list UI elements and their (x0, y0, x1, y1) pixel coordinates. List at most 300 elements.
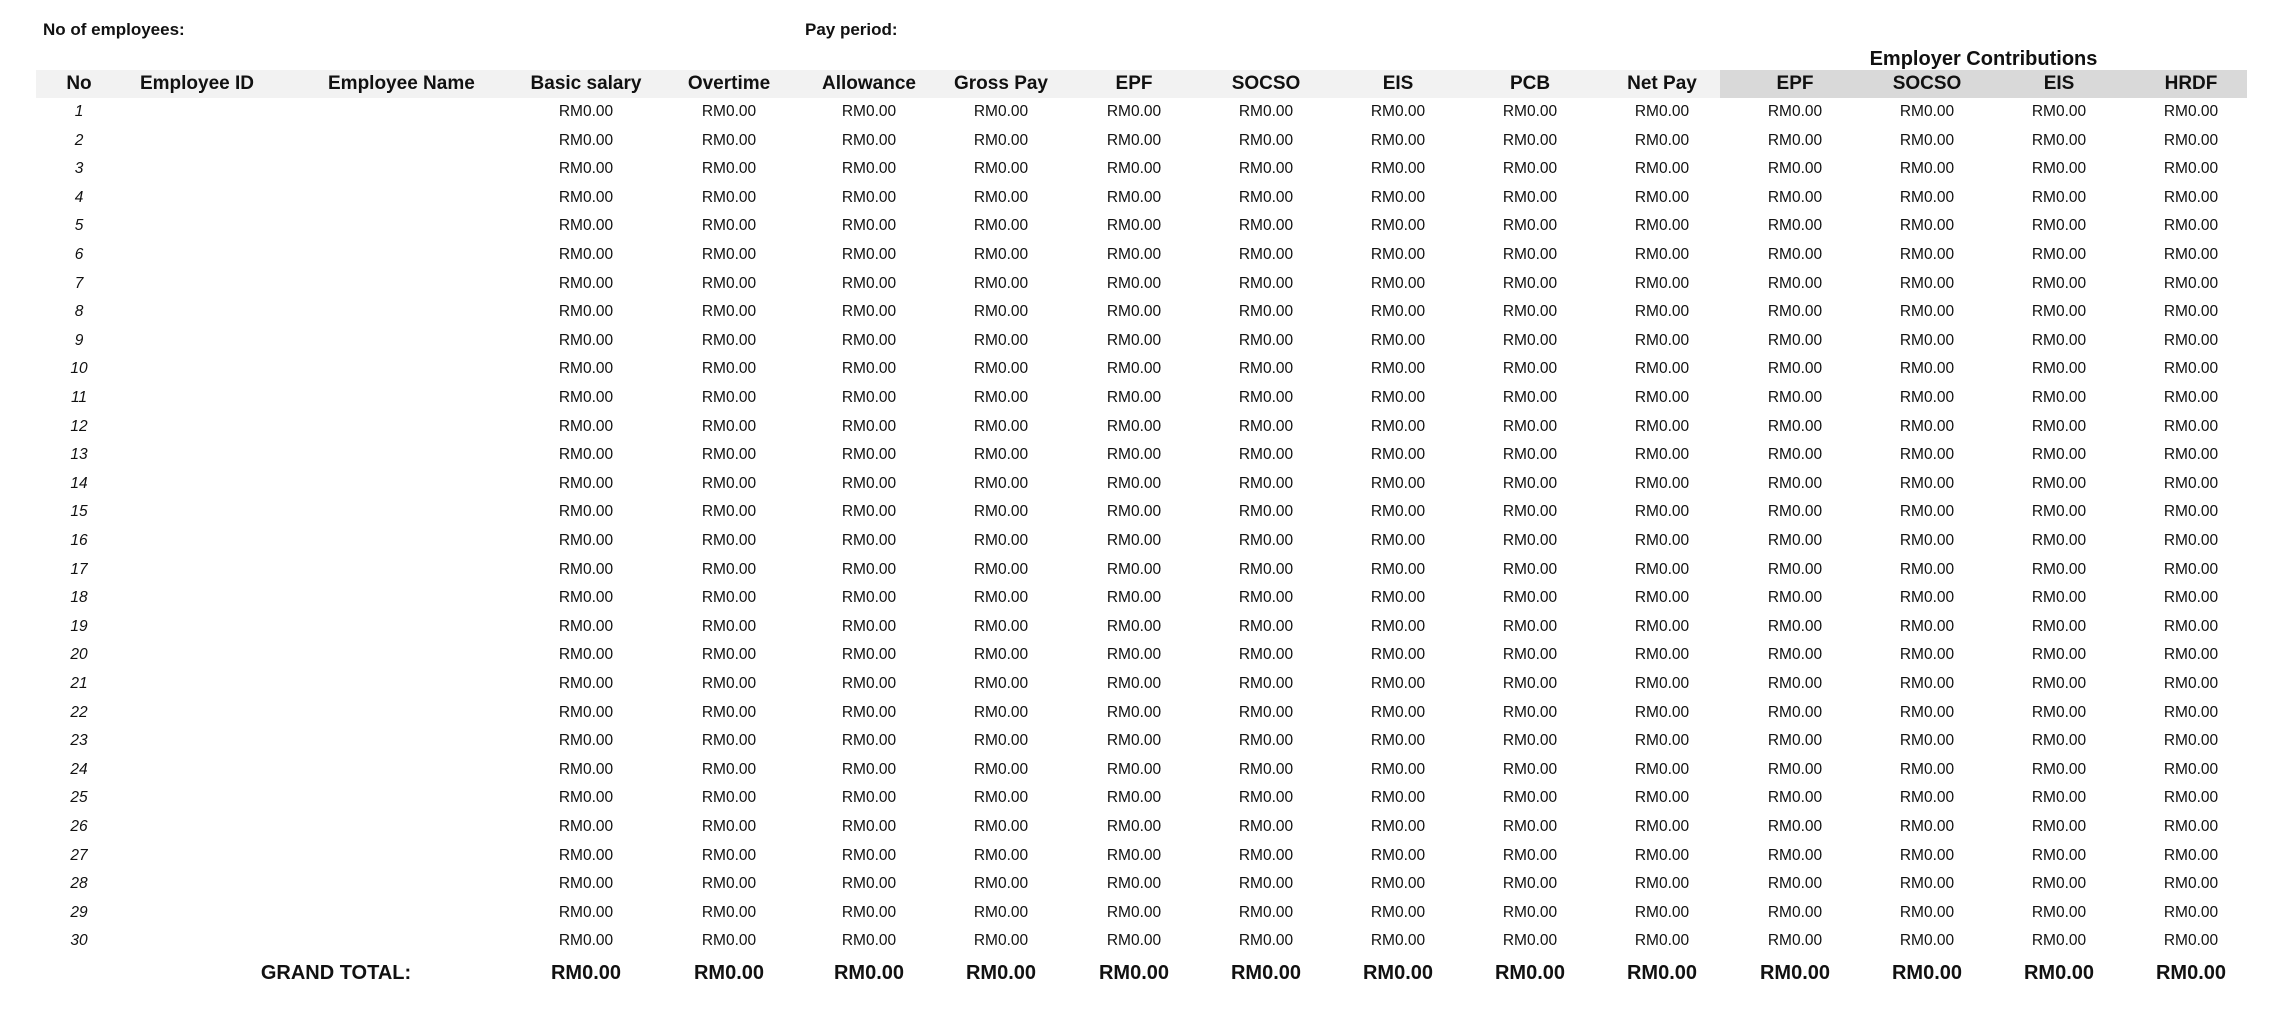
cell-eis[interactable]: RM0.00 (1370, 474, 1426, 492)
cell-er-socso[interactable]: RM0.00 (1899, 846, 1955, 864)
cell-er-socso[interactable]: RM0.00 (1899, 589, 1955, 607)
cell-epf[interactable]: RM0.00 (1106, 932, 1162, 950)
cell-gross-pay[interactable]: RM0.00 (973, 360, 1029, 378)
cell-er-hrdf[interactable]: RM0.00 (2163, 532, 2219, 549)
cell-allowance[interactable]: RM0.00 (841, 932, 897, 950)
cell-overtime[interactable]: RM0.00 (701, 560, 757, 578)
cell-er-socso[interactable]: RM0.00 (1899, 932, 1955, 950)
cell-overtime[interactable]: RM0.00 (701, 217, 757, 235)
cell-epf[interactable]: RM0.00 (1106, 675, 1162, 692)
cell-allowance[interactable]: RM0.00 (841, 303, 897, 321)
cell-basic-salary[interactable]: RM0.00 (558, 417, 614, 435)
cell-employee-id[interactable] (132, 927, 262, 955)
cell-epf[interactable]: RM0.00 (1106, 103, 1162, 120)
cell-er-epf[interactable]: RM0.00 (1767, 246, 1823, 263)
cell-gross-pay[interactable]: RM0.00 (973, 846, 1029, 864)
cell-socso[interactable]: RM0.00 (1238, 589, 1294, 607)
cell-employee-name[interactable] (328, 241, 458, 269)
cell-epf[interactable]: RM0.00 (1106, 360, 1162, 378)
cell-er-epf[interactable]: RM0.00 (1767, 617, 1823, 635)
cell-er-epf[interactable]: RM0.00 (1767, 303, 1823, 321)
cell-net-pay[interactable]: RM0.00 (1634, 589, 1690, 607)
cell-basic-salary[interactable]: RM0.00 (558, 703, 614, 721)
cell-er-hrdf[interactable]: RM0.00 (2163, 246, 2219, 263)
cell-er-eis[interactable]: RM0.00 (2031, 617, 2087, 635)
cell-net-pay[interactable]: RM0.00 (1634, 503, 1690, 521)
cell-pcb[interactable]: RM0.00 (1502, 131, 1558, 149)
cell-employee-name[interactable] (328, 355, 458, 383)
cell-net-pay[interactable]: RM0.00 (1634, 675, 1690, 692)
cell-er-socso[interactable]: RM0.00 (1899, 646, 1955, 664)
cell-employee-name[interactable] (328, 870, 458, 898)
cell-employee-name[interactable] (328, 670, 458, 698)
cell-employee-id[interactable] (132, 842, 262, 870)
cell-er-eis[interactable]: RM0.00 (2031, 217, 2087, 235)
cell-employee-id[interactable] (132, 699, 262, 727)
cell-basic-salary[interactable]: RM0.00 (558, 818, 614, 835)
cell-overtime[interactable]: RM0.00 (701, 389, 757, 406)
cell-employee-id[interactable] (132, 98, 262, 126)
cell-er-socso[interactable]: RM0.00 (1899, 818, 1955, 835)
cell-overtime[interactable]: RM0.00 (701, 818, 757, 835)
cell-eis[interactable]: RM0.00 (1370, 217, 1426, 235)
cell-er-hrdf[interactable]: RM0.00 (2163, 188, 2219, 206)
cell-socso[interactable]: RM0.00 (1238, 417, 1294, 435)
cell-eis[interactable]: RM0.00 (1370, 617, 1426, 635)
cell-er-socso[interactable]: RM0.00 (1899, 474, 1955, 492)
cell-gross-pay[interactable]: RM0.00 (973, 131, 1029, 149)
cell-er-hrdf[interactable]: RM0.00 (2163, 789, 2219, 807)
cell-epf[interactable]: RM0.00 (1106, 217, 1162, 235)
cell-employee-id[interactable] (132, 756, 262, 784)
cell-net-pay[interactable]: RM0.00 (1634, 560, 1690, 578)
cell-net-pay[interactable]: RM0.00 (1634, 903, 1690, 921)
cell-pcb[interactable]: RM0.00 (1502, 331, 1558, 349)
cell-employee-name[interactable] (328, 327, 458, 355)
cell-allowance[interactable]: RM0.00 (841, 417, 897, 435)
cell-er-eis[interactable]: RM0.00 (2031, 589, 2087, 607)
cell-er-hrdf[interactable]: RM0.00 (2163, 503, 2219, 521)
cell-eis[interactable]: RM0.00 (1370, 417, 1426, 435)
cell-gross-pay[interactable]: RM0.00 (973, 589, 1029, 607)
cell-overtime[interactable]: RM0.00 (701, 503, 757, 521)
cell-eis[interactable]: RM0.00 (1370, 131, 1426, 149)
cell-epf[interactable]: RM0.00 (1106, 474, 1162, 492)
cell-er-socso[interactable]: RM0.00 (1899, 560, 1955, 578)
cell-employee-id[interactable] (132, 127, 262, 155)
cell-socso[interactable]: RM0.00 (1238, 474, 1294, 492)
cell-allowance[interactable]: RM0.00 (841, 760, 897, 778)
cell-er-hrdf[interactable]: RM0.00 (2163, 446, 2219, 464)
cell-er-hrdf[interactable]: RM0.00 (2163, 417, 2219, 435)
cell-allowance[interactable]: RM0.00 (841, 732, 897, 750)
cell-basic-salary[interactable]: RM0.00 (558, 903, 614, 921)
cell-er-hrdf[interactable]: RM0.00 (2163, 932, 2219, 950)
cell-net-pay[interactable]: RM0.00 (1634, 246, 1690, 263)
cell-allowance[interactable]: RM0.00 (841, 217, 897, 235)
cell-overtime[interactable]: RM0.00 (701, 188, 757, 206)
cell-epf[interactable]: RM0.00 (1106, 760, 1162, 778)
cell-employee-name[interactable] (328, 727, 458, 755)
cell-socso[interactable]: RM0.00 (1238, 331, 1294, 349)
cell-er-eis[interactable]: RM0.00 (2031, 360, 2087, 378)
cell-epf[interactable]: RM0.00 (1106, 846, 1162, 864)
cell-eis[interactable]: RM0.00 (1370, 646, 1426, 664)
cell-net-pay[interactable]: RM0.00 (1634, 875, 1690, 893)
cell-er-epf[interactable]: RM0.00 (1767, 932, 1823, 950)
cell-basic-salary[interactable]: RM0.00 (558, 932, 614, 950)
cell-overtime[interactable]: RM0.00 (701, 103, 757, 120)
cell-socso[interactable]: RM0.00 (1238, 560, 1294, 578)
cell-er-eis[interactable]: RM0.00 (2031, 789, 2087, 807)
cell-pcb[interactable]: RM0.00 (1502, 389, 1558, 406)
cell-net-pay[interactable]: RM0.00 (1634, 389, 1690, 406)
cell-allowance[interactable]: RM0.00 (841, 875, 897, 893)
cell-er-eis[interactable]: RM0.00 (2031, 846, 2087, 864)
cell-gross-pay[interactable]: RM0.00 (973, 246, 1029, 263)
cell-er-socso[interactable]: RM0.00 (1899, 160, 1955, 178)
cell-gross-pay[interactable]: RM0.00 (973, 789, 1029, 807)
cell-overtime[interactable]: RM0.00 (701, 303, 757, 321)
cell-net-pay[interactable]: RM0.00 (1634, 646, 1690, 664)
cell-overtime[interactable]: RM0.00 (701, 789, 757, 807)
cell-epf[interactable]: RM0.00 (1106, 274, 1162, 292)
cell-er-eis[interactable]: RM0.00 (2031, 560, 2087, 578)
cell-employee-name[interactable] (328, 384, 458, 412)
cell-employee-name[interactable] (328, 899, 458, 927)
cell-er-socso[interactable]: RM0.00 (1899, 360, 1955, 378)
cell-er-hrdf[interactable]: RM0.00 (2163, 331, 2219, 349)
cell-net-pay[interactable]: RM0.00 (1634, 532, 1690, 549)
cell-gross-pay[interactable]: RM0.00 (973, 903, 1029, 921)
cell-employee-id[interactable] (132, 556, 262, 584)
cell-socso[interactable]: RM0.00 (1238, 131, 1294, 149)
cell-er-eis[interactable]: RM0.00 (2031, 503, 2087, 521)
cell-eis[interactable]: RM0.00 (1370, 846, 1426, 864)
cell-net-pay[interactable]: RM0.00 (1634, 103, 1690, 120)
cell-basic-salary[interactable]: RM0.00 (558, 846, 614, 864)
cell-employee-id[interactable] (132, 727, 262, 755)
cell-er-eis[interactable]: RM0.00 (2031, 274, 2087, 292)
cell-er-epf[interactable]: RM0.00 (1767, 503, 1823, 521)
cell-overtime[interactable]: RM0.00 (701, 846, 757, 864)
cell-employee-id[interactable] (132, 870, 262, 898)
cell-pcb[interactable]: RM0.00 (1502, 617, 1558, 635)
cell-er-epf[interactable]: RM0.00 (1767, 532, 1823, 549)
cell-net-pay[interactable]: RM0.00 (1634, 331, 1690, 349)
cell-epf[interactable]: RM0.00 (1106, 188, 1162, 206)
cell-net-pay[interactable]: RM0.00 (1634, 217, 1690, 235)
cell-er-hrdf[interactable]: RM0.00 (2163, 760, 2219, 778)
cell-employee-id[interactable] (132, 441, 262, 469)
cell-er-socso[interactable]: RM0.00 (1899, 732, 1955, 750)
cell-pcb[interactable]: RM0.00 (1502, 217, 1558, 235)
cell-eis[interactable]: RM0.00 (1370, 389, 1426, 406)
cell-socso[interactable]: RM0.00 (1238, 246, 1294, 263)
cell-allowance[interactable]: RM0.00 (841, 846, 897, 864)
cell-employee-id[interactable] (132, 184, 262, 212)
cell-socso[interactable]: RM0.00 (1238, 846, 1294, 864)
cell-er-hrdf[interactable]: RM0.00 (2163, 818, 2219, 835)
cell-basic-salary[interactable]: RM0.00 (558, 875, 614, 893)
cell-employee-id[interactable] (132, 641, 262, 669)
cell-eis[interactable]: RM0.00 (1370, 188, 1426, 206)
cell-gross-pay[interactable]: RM0.00 (973, 446, 1029, 464)
cell-epf[interactable]: RM0.00 (1106, 246, 1162, 263)
cell-employee-name[interactable] (328, 413, 458, 441)
cell-employee-id[interactable] (132, 241, 262, 269)
cell-gross-pay[interactable]: RM0.00 (973, 818, 1029, 835)
cell-socso[interactable]: RM0.00 (1238, 160, 1294, 178)
cell-epf[interactable]: RM0.00 (1106, 532, 1162, 549)
cell-overtime[interactable]: RM0.00 (701, 360, 757, 378)
cell-socso[interactable]: RM0.00 (1238, 932, 1294, 950)
cell-employee-name[interactable] (328, 155, 458, 183)
cell-basic-salary[interactable]: RM0.00 (558, 274, 614, 292)
cell-er-socso[interactable]: RM0.00 (1899, 789, 1955, 807)
cell-allowance[interactable]: RM0.00 (841, 474, 897, 492)
cell-socso[interactable]: RM0.00 (1238, 703, 1294, 721)
cell-employee-id[interactable] (132, 384, 262, 412)
cell-er-epf[interactable]: RM0.00 (1767, 274, 1823, 292)
cell-er-socso[interactable]: RM0.00 (1899, 760, 1955, 778)
cell-basic-salary[interactable]: RM0.00 (558, 474, 614, 492)
cell-employee-name[interactable] (328, 498, 458, 526)
cell-socso[interactable]: RM0.00 (1238, 532, 1294, 549)
cell-er-eis[interactable]: RM0.00 (2031, 760, 2087, 778)
cell-gross-pay[interactable]: RM0.00 (973, 160, 1029, 178)
cell-allowance[interactable]: RM0.00 (841, 274, 897, 292)
cell-eis[interactable]: RM0.00 (1370, 532, 1426, 549)
cell-er-eis[interactable]: RM0.00 (2031, 103, 2087, 120)
cell-overtime[interactable]: RM0.00 (701, 589, 757, 607)
cell-epf[interactable]: RM0.00 (1106, 617, 1162, 635)
cell-er-socso[interactable]: RM0.00 (1899, 274, 1955, 292)
cell-pcb[interactable]: RM0.00 (1502, 188, 1558, 206)
cell-er-epf[interactable]: RM0.00 (1767, 560, 1823, 578)
cell-overtime[interactable]: RM0.00 (701, 474, 757, 492)
cell-overtime[interactable]: RM0.00 (701, 932, 757, 950)
cell-epf[interactable]: RM0.00 (1106, 131, 1162, 149)
cell-allowance[interactable]: RM0.00 (841, 131, 897, 149)
cell-basic-salary[interactable]: RM0.00 (558, 188, 614, 206)
cell-pcb[interactable]: RM0.00 (1502, 503, 1558, 521)
cell-allowance[interactable]: RM0.00 (841, 246, 897, 263)
cell-eis[interactable]: RM0.00 (1370, 932, 1426, 950)
cell-gross-pay[interactable]: RM0.00 (973, 703, 1029, 721)
cell-basic-salary[interactable]: RM0.00 (558, 246, 614, 263)
cell-employee-id[interactable] (132, 498, 262, 526)
cell-pcb[interactable]: RM0.00 (1502, 274, 1558, 292)
cell-gross-pay[interactable]: RM0.00 (973, 389, 1029, 406)
cell-epf[interactable]: RM0.00 (1106, 703, 1162, 721)
cell-er-hrdf[interactable]: RM0.00 (2163, 732, 2219, 750)
cell-pcb[interactable]: RM0.00 (1502, 589, 1558, 607)
cell-er-epf[interactable]: RM0.00 (1767, 789, 1823, 807)
cell-basic-salary[interactable]: RM0.00 (558, 760, 614, 778)
cell-socso[interactable]: RM0.00 (1238, 875, 1294, 893)
cell-epf[interactable]: RM0.00 (1106, 589, 1162, 607)
cell-allowance[interactable]: RM0.00 (841, 903, 897, 921)
cell-employee-id[interactable] (132, 155, 262, 183)
cell-employee-id[interactable] (132, 527, 262, 555)
cell-employee-name[interactable] (328, 641, 458, 669)
cell-allowance[interactable]: RM0.00 (841, 389, 897, 406)
cell-overtime[interactable]: RM0.00 (701, 875, 757, 893)
cell-er-socso[interactable]: RM0.00 (1899, 131, 1955, 149)
cell-employee-id[interactable] (132, 899, 262, 927)
cell-eis[interactable]: RM0.00 (1370, 732, 1426, 750)
cell-er-hrdf[interactable]: RM0.00 (2163, 617, 2219, 635)
cell-overtime[interactable]: RM0.00 (701, 160, 757, 178)
cell-gross-pay[interactable]: RM0.00 (973, 875, 1029, 893)
cell-pcb[interactable]: RM0.00 (1502, 360, 1558, 378)
cell-er-socso[interactable]: RM0.00 (1899, 875, 1955, 893)
cell-pcb[interactable]: RM0.00 (1502, 932, 1558, 950)
cell-eis[interactable]: RM0.00 (1370, 760, 1426, 778)
cell-allowance[interactable]: RM0.00 (841, 560, 897, 578)
cell-eis[interactable]: RM0.00 (1370, 560, 1426, 578)
cell-pcb[interactable]: RM0.00 (1502, 103, 1558, 120)
cell-employee-id[interactable] (132, 355, 262, 383)
cell-gross-pay[interactable]: RM0.00 (973, 303, 1029, 321)
cell-socso[interactable]: RM0.00 (1238, 732, 1294, 750)
cell-gross-pay[interactable]: RM0.00 (973, 331, 1029, 349)
cell-epf[interactable]: RM0.00 (1106, 875, 1162, 893)
cell-eis[interactable]: RM0.00 (1370, 303, 1426, 321)
cell-er-socso[interactable]: RM0.00 (1899, 417, 1955, 435)
cell-er-eis[interactable]: RM0.00 (2031, 646, 2087, 664)
cell-basic-salary[interactable]: RM0.00 (558, 503, 614, 521)
cell-employee-name[interactable] (328, 184, 458, 212)
cell-basic-salary[interactable]: RM0.00 (558, 446, 614, 464)
cell-socso[interactable]: RM0.00 (1238, 789, 1294, 807)
cell-eis[interactable]: RM0.00 (1370, 331, 1426, 349)
cell-socso[interactable]: RM0.00 (1238, 760, 1294, 778)
cell-net-pay[interactable]: RM0.00 (1634, 846, 1690, 864)
cell-er-eis[interactable]: RM0.00 (2031, 474, 2087, 492)
cell-eis[interactable]: RM0.00 (1370, 503, 1426, 521)
cell-allowance[interactable]: RM0.00 (841, 446, 897, 464)
cell-gross-pay[interactable]: RM0.00 (973, 760, 1029, 778)
cell-er-socso[interactable]: RM0.00 (1899, 303, 1955, 321)
cell-er-eis[interactable]: RM0.00 (2031, 703, 2087, 721)
cell-er-epf[interactable]: RM0.00 (1767, 875, 1823, 893)
cell-er-eis[interactable]: RM0.00 (2031, 532, 2087, 549)
cell-er-eis[interactable]: RM0.00 (2031, 903, 2087, 921)
cell-epf[interactable]: RM0.00 (1106, 303, 1162, 321)
cell-net-pay[interactable]: RM0.00 (1634, 789, 1690, 807)
cell-overtime[interactable]: RM0.00 (701, 646, 757, 664)
cell-allowance[interactable]: RM0.00 (841, 789, 897, 807)
cell-net-pay[interactable]: RM0.00 (1634, 446, 1690, 464)
cell-er-eis[interactable]: RM0.00 (2031, 818, 2087, 835)
cell-overtime[interactable]: RM0.00 (701, 903, 757, 921)
cell-epf[interactable]: RM0.00 (1106, 818, 1162, 835)
cell-socso[interactable]: RM0.00 (1238, 360, 1294, 378)
cell-net-pay[interactable]: RM0.00 (1634, 131, 1690, 149)
cell-er-hrdf[interactable]: RM0.00 (2163, 103, 2219, 120)
cell-net-pay[interactable]: RM0.00 (1634, 160, 1690, 178)
cell-epf[interactable]: RM0.00 (1106, 446, 1162, 464)
cell-gross-pay[interactable]: RM0.00 (973, 732, 1029, 750)
cell-overtime[interactable]: RM0.00 (701, 417, 757, 435)
cell-net-pay[interactable]: RM0.00 (1634, 703, 1690, 721)
cell-basic-salary[interactable]: RM0.00 (558, 646, 614, 664)
cell-epf[interactable]: RM0.00 (1106, 903, 1162, 921)
cell-socso[interactable]: RM0.00 (1238, 503, 1294, 521)
cell-employee-id[interactable] (132, 470, 262, 498)
cell-er-epf[interactable]: RM0.00 (1767, 160, 1823, 178)
cell-basic-salary[interactable]: RM0.00 (558, 532, 614, 549)
cell-er-eis[interactable]: RM0.00 (2031, 389, 2087, 406)
cell-er-socso[interactable]: RM0.00 (1899, 446, 1955, 464)
cell-net-pay[interactable]: RM0.00 (1634, 274, 1690, 292)
cell-net-pay[interactable]: RM0.00 (1634, 417, 1690, 435)
cell-er-socso[interactable]: RM0.00 (1899, 389, 1955, 406)
cell-basic-salary[interactable]: RM0.00 (558, 303, 614, 321)
cell-net-pay[interactable]: RM0.00 (1634, 932, 1690, 950)
cell-overtime[interactable]: RM0.00 (701, 532, 757, 549)
cell-basic-salary[interactable]: RM0.00 (558, 560, 614, 578)
cell-allowance[interactable]: RM0.00 (841, 188, 897, 206)
cell-er-eis[interactable]: RM0.00 (2031, 675, 2087, 692)
cell-er-epf[interactable]: RM0.00 (1767, 474, 1823, 492)
cell-pcb[interactable]: RM0.00 (1502, 789, 1558, 807)
cell-employee-name[interactable] (328, 98, 458, 126)
cell-epf[interactable]: RM0.00 (1106, 160, 1162, 178)
cell-allowance[interactable]: RM0.00 (841, 675, 897, 692)
cell-net-pay[interactable]: RM0.00 (1634, 303, 1690, 321)
cell-pcb[interactable]: RM0.00 (1502, 646, 1558, 664)
cell-eis[interactable]: RM0.00 (1370, 589, 1426, 607)
cell-socso[interactable]: RM0.00 (1238, 217, 1294, 235)
cell-employee-name[interactable] (328, 270, 458, 298)
cell-er-epf[interactable]: RM0.00 (1767, 675, 1823, 692)
cell-employee-name[interactable] (328, 212, 458, 240)
cell-er-epf[interactable]: RM0.00 (1767, 131, 1823, 149)
cell-er-eis[interactable]: RM0.00 (2031, 188, 2087, 206)
cell-overtime[interactable]: RM0.00 (701, 331, 757, 349)
cell-pcb[interactable]: RM0.00 (1502, 417, 1558, 435)
cell-basic-salary[interactable]: RM0.00 (558, 131, 614, 149)
cell-er-epf[interactable]: RM0.00 (1767, 646, 1823, 664)
cell-gross-pay[interactable]: RM0.00 (973, 217, 1029, 235)
cell-socso[interactable]: RM0.00 (1238, 188, 1294, 206)
cell-socso[interactable]: RM0.00 (1238, 103, 1294, 120)
cell-gross-pay[interactable]: RM0.00 (973, 675, 1029, 692)
cell-er-hrdf[interactable]: RM0.00 (2163, 303, 2219, 321)
cell-pcb[interactable]: RM0.00 (1502, 474, 1558, 492)
cell-eis[interactable]: RM0.00 (1370, 103, 1426, 120)
cell-er-socso[interactable]: RM0.00 (1899, 532, 1955, 549)
cell-er-epf[interactable]: RM0.00 (1767, 846, 1823, 864)
cell-er-eis[interactable]: RM0.00 (2031, 160, 2087, 178)
cell-er-hrdf[interactable]: RM0.00 (2163, 703, 2219, 721)
cell-epf[interactable]: RM0.00 (1106, 646, 1162, 664)
cell-epf[interactable]: RM0.00 (1106, 417, 1162, 435)
cell-basic-salary[interactable]: RM0.00 (558, 160, 614, 178)
cell-er-epf[interactable]: RM0.00 (1767, 703, 1823, 721)
cell-socso[interactable]: RM0.00 (1238, 617, 1294, 635)
cell-overtime[interactable]: RM0.00 (701, 446, 757, 464)
cell-socso[interactable]: RM0.00 (1238, 303, 1294, 321)
cell-epf[interactable]: RM0.00 (1106, 560, 1162, 578)
cell-allowance[interactable]: RM0.00 (841, 103, 897, 120)
cell-eis[interactable]: RM0.00 (1370, 675, 1426, 692)
cell-allowance[interactable]: RM0.00 (841, 818, 897, 835)
cell-gross-pay[interactable]: RM0.00 (973, 932, 1029, 950)
